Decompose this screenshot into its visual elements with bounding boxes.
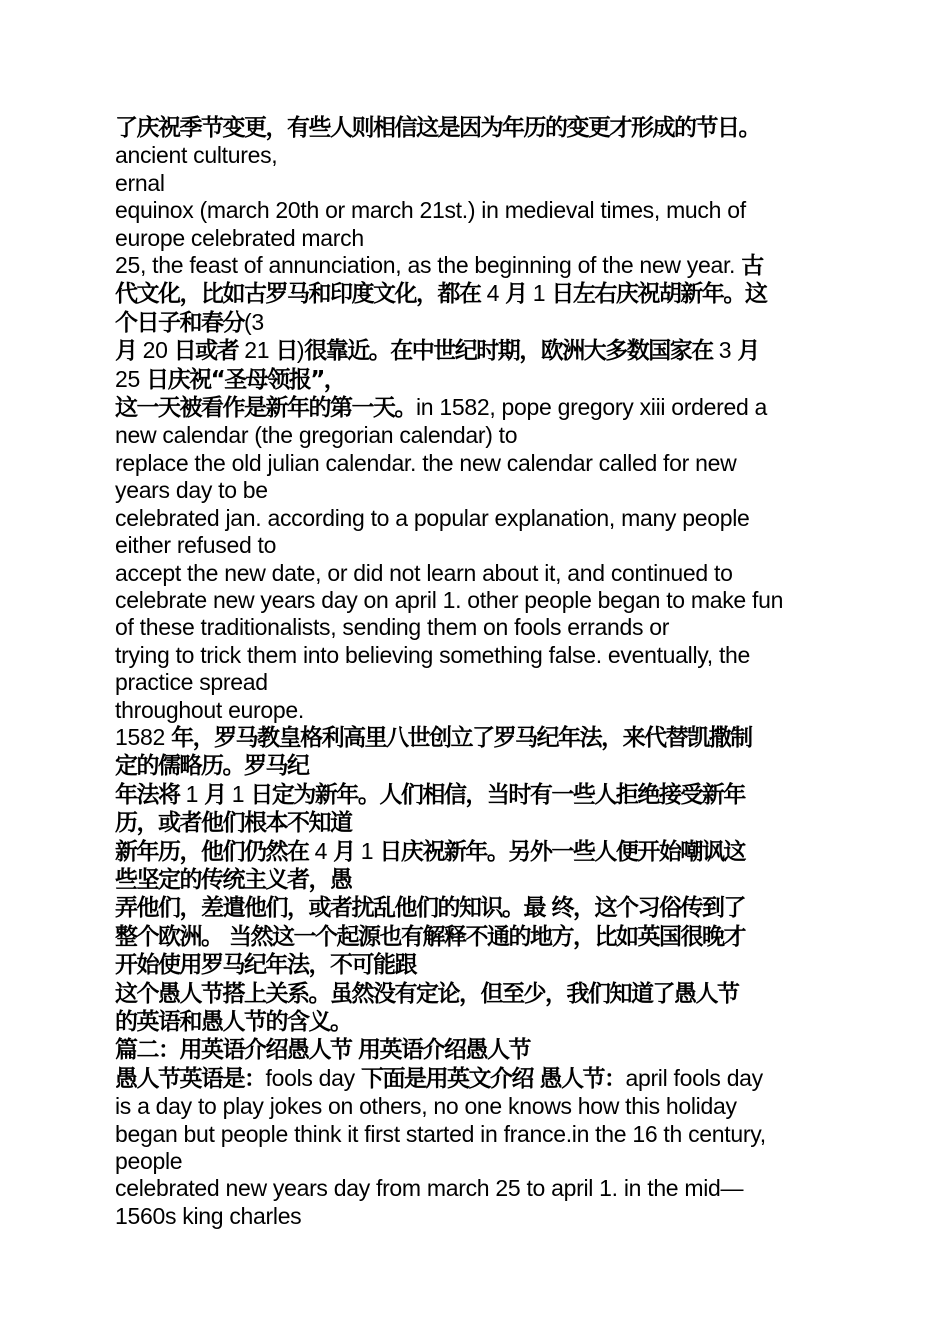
text-run: ancient cultures, [115, 142, 278, 169]
text-run: 古 [741, 253, 763, 280]
text-line [115, 1203, 840, 1230]
text-run: 定的儒略历。罗马纪 [115, 753, 309, 780]
text-run: throughout europe. [115, 696, 304, 723]
text-run: 月 [204, 781, 226, 808]
text-run: is a day to play jokes on others, no one knows how this holiday [115, 1093, 737, 1120]
text-run: 弄他们，差遣他们，或者扰乱他们的知识。最 终，这个习俗传到了 [115, 895, 746, 922]
text-line [115, 587, 840, 614]
text-line [115, 477, 840, 504]
text-run: of these traditionalists, sending them on fools errands or [115, 614, 670, 641]
text-run: 日定为新年。人们相信，当时有一些人拒绝接受新年 [250, 781, 745, 808]
text-run: 月 [115, 338, 137, 365]
text-line [115, 951, 840, 979]
text-run: began but people think it first started in france.in the 16 th century, [115, 1120, 766, 1147]
text-line [115, 980, 840, 1008]
text-run: (3 [244, 308, 264, 335]
text-run: 20 [136, 337, 174, 364]
text-run: ) [296, 337, 305, 364]
text-run: 4 [480, 280, 506, 307]
text-run: 日庆祝新年。另外一些人便开始嘲讽这 [379, 838, 745, 865]
text-run: europe celebrated march [115, 224, 364, 251]
text-run: 历，或者他们根本不知道 [115, 810, 352, 837]
text-line [115, 366, 840, 394]
text-run: 月 [737, 338, 759, 365]
text-line [115, 114, 840, 142]
text-line [115, 505, 840, 532]
text-run: 愚人节英语是： [115, 1065, 266, 1092]
text-run: 这个愚人节搭上关系。虽然没有定论，但至少，我们知道了愚人节 [115, 980, 739, 1007]
text-run: 25, the feast of annunciation, as the beginning of the new year. [115, 252, 742, 279]
text-run: 1 [179, 780, 205, 807]
text-line [115, 422, 840, 449]
text-line [115, 923, 840, 951]
text-run: 年，罗马教皇格利高里八世创立了罗马纪年法，来代替凯撒制 [171, 724, 752, 751]
text-line [115, 894, 840, 922]
text-line [115, 669, 840, 696]
text-line [115, 394, 840, 422]
text-line [115, 337, 840, 365]
text-run: 年法将 [115, 781, 180, 808]
text-run: practice spread [115, 669, 268, 696]
text-run: 1 [526, 280, 552, 307]
text-run: 日庆祝“圣母领报”， [146, 366, 346, 393]
text-run: years day to be [115, 477, 268, 504]
text-run: 1 [225, 780, 251, 807]
text-run: 篇二：用英语介绍愚人节 用英语介绍愚人节 [115, 1037, 531, 1064]
text-run: 日左右庆祝胡新年。这 [551, 281, 767, 308]
text-run: 25 [115, 365, 147, 392]
text-run: equinox (march 20th or march 21st.) in medieval times, much of [115, 197, 746, 224]
text-run: people [115, 1148, 183, 1175]
text-run: celebrated new years day from march 25 to april 1. in the mid— [115, 1175, 744, 1202]
text-run: 1582 [115, 723, 172, 750]
text-line [115, 532, 840, 559]
text-line [115, 1175, 840, 1202]
text-line [115, 309, 840, 337]
text-run: 日或者 [173, 338, 239, 365]
text-run: in 1582, pope gregory xiii ordered a [416, 394, 768, 421]
text-line [115, 170, 840, 197]
text-run: 1 [354, 837, 380, 864]
text-line [115, 866, 840, 894]
text-run: fools day [265, 1064, 361, 1091]
text-run: 些坚定的传统主义者，愚 [115, 866, 352, 893]
text-line [115, 642, 840, 669]
text-run: 1560s king charles [115, 1202, 302, 1229]
text-run: 开始使用罗马纪年法，不可能跟 [115, 952, 416, 979]
text-run: 个日子和春分 [115, 309, 244, 336]
document-body [115, 114, 840, 1230]
text-line [115, 252, 840, 280]
text-run: ernal [115, 169, 165, 196]
text-run: celebrated jan. according to a popular explanation, many people [115, 504, 750, 531]
text-line [115, 560, 840, 587]
text-line [115, 1008, 840, 1036]
text-run: 这一天被看作是新年的第一天。 [115, 395, 416, 422]
text-run: 的英语和愚人节的含义。 [115, 1009, 352, 1035]
text-line [115, 450, 840, 477]
text-line [115, 142, 840, 169]
text-run: 21 [238, 337, 276, 364]
text-line [115, 1093, 840, 1120]
text-line [115, 1065, 840, 1093]
text-run: accept the new date, or did not learn about it, and continued to [115, 559, 733, 586]
text-line [115, 1036, 840, 1064]
text-line [115, 1121, 840, 1148]
text-line [115, 752, 840, 780]
text-run: celebrate new years day on april 1. other people began to make fun [115, 586, 784, 613]
text-run: 了庆祝季节变更，有些人则相信这是因为年历的变更才形成的节日。 [115, 115, 760, 141]
text-run: 月 [333, 838, 355, 865]
text-run: 日 [275, 338, 297, 365]
text-run: replace the old julian calendar. the new calendar called for new [115, 449, 737, 476]
text-run: 整个欧洲。 当然这一个起源也有解释不通的地方，比如英国很晚才 [115, 923, 746, 950]
text-run: trying to trick them into believing something false. eventually, the [115, 641, 751, 668]
text-run: 代文化，比如古罗马和印度文化，都在 [115, 281, 481, 308]
text-run: new calendar (the gregorian calendar) to [115, 422, 518, 449]
text-run: april fools day [625, 1064, 763, 1091]
text-run: 新年历，他们仍然在 [115, 838, 309, 865]
text-line [115, 697, 840, 724]
text-line [115, 1148, 840, 1175]
text-line [115, 724, 840, 752]
text-line [115, 197, 840, 224]
text-run: 4 [308, 837, 334, 864]
text-line [115, 838, 840, 866]
text-line [115, 280, 840, 308]
text-line [115, 809, 840, 837]
text-line [115, 614, 840, 641]
text-run: 很靠近。在中世纪时期，欧洲大多数国家在 [304, 338, 713, 365]
text-line [115, 781, 840, 809]
text-run: 3 [712, 337, 738, 364]
text-run: 月 [505, 281, 527, 308]
text-line [115, 225, 840, 252]
text-run: 下面是用英文介绍 愚人节： [360, 1065, 626, 1092]
text-run: either refused to [115, 532, 277, 559]
